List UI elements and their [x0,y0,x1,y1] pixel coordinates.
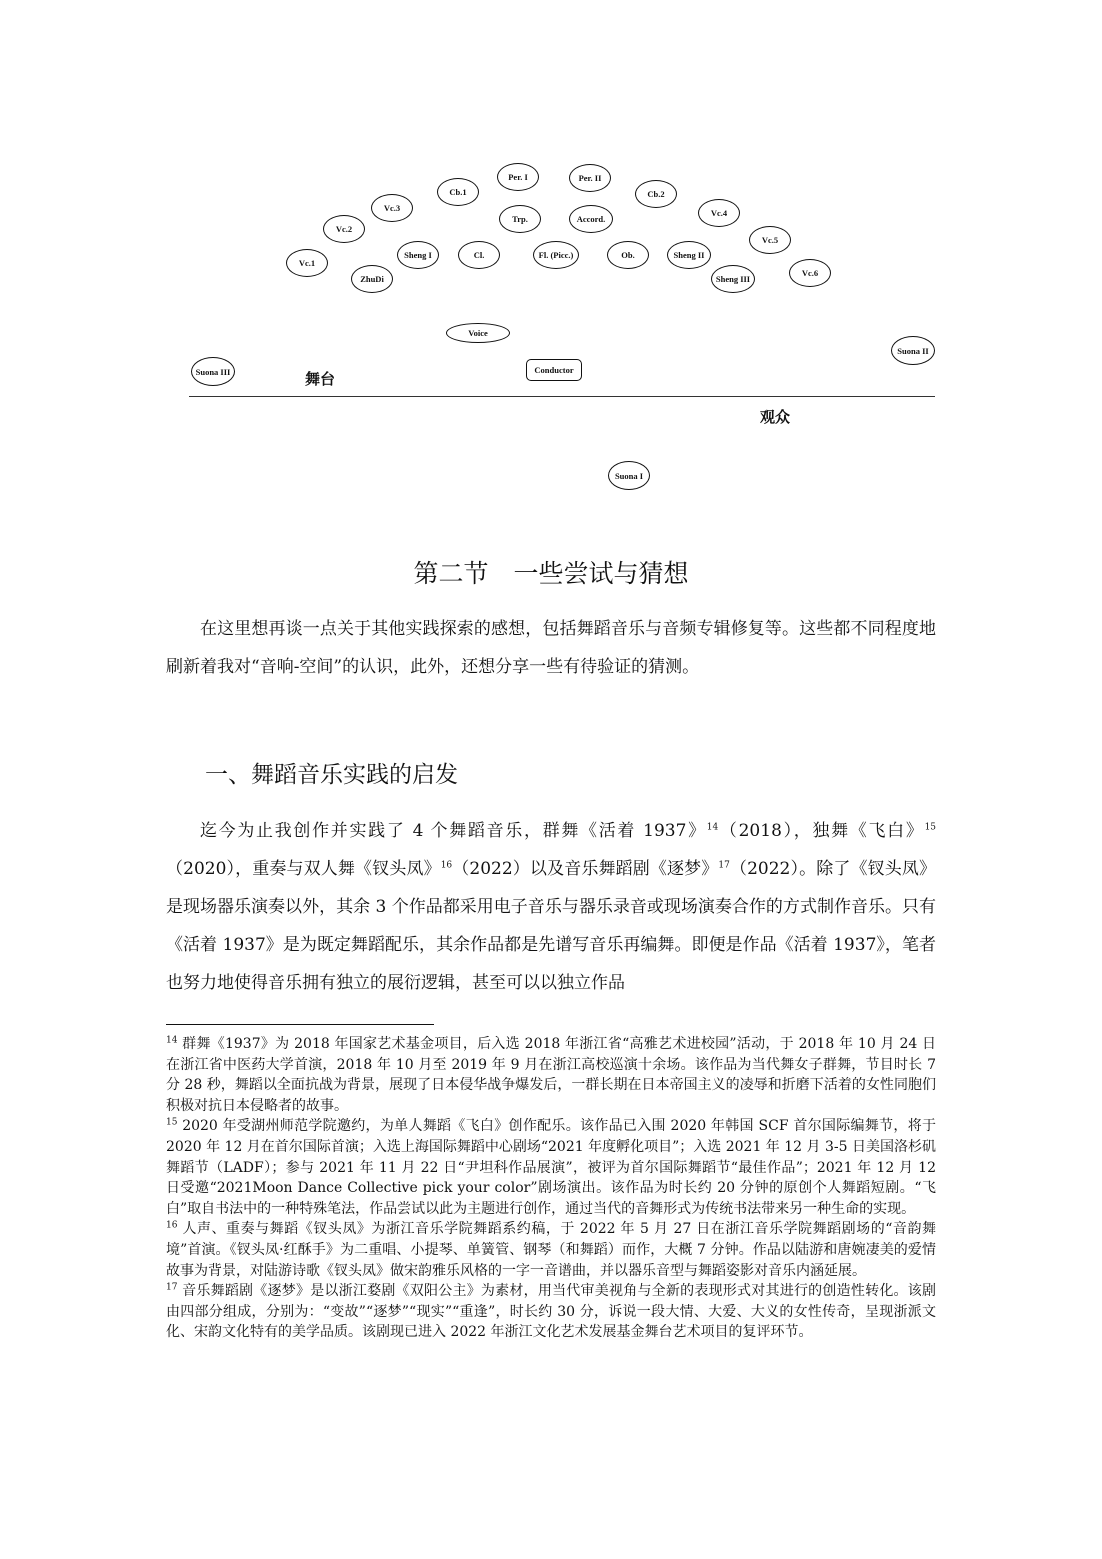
instrument-per1: Per. I [497,163,539,191]
body-text-4: （2022）以及音乐舞蹈剧《逐梦》 [452,859,719,879]
instrument-accord: Accord. [569,205,613,233]
instrument-voice: Voice [446,323,510,343]
footnote-number: 14 [166,1035,178,1046]
footnote-ref-15[interactable]: 15 [924,822,937,833]
orchestra-seating-diagram [0,0,1102,520]
instrument-zhudi: ZhuDi [351,265,393,293]
footnote-17 [166,1281,936,1343]
conductor-podium: Conductor [526,359,582,381]
footnote-text: 人声、重奏与舞蹈《钗头凤》为浙江音乐学院舞蹈系约稿，于 2022 年 5 月 27 日在浙江音乐学院舞蹈剧场的“音韵舞境”首演。《钗头凤·红酥手》为二重唱、小提琴、单簧管、钢琴（和舞蹈）而作，大概 7 分钟。作品以陆游和唐婉凄美的爱情故事为背景，对陆游诗歌《钗头凤》做宋韵雅乐风格的一字一音谱曲，并以器乐音型与舞蹈姿影对音乐内涵延展。 [166,1221,936,1279]
instrument-sheng2: Sheng II [667,241,711,269]
footnotes [166,1034,936,1343]
audience-label: 观众 [760,408,791,426]
instrument-sheng1: Sheng I [397,241,439,269]
instrument-vc3: Vc.3 [371,194,413,222]
instrument-vc1: Vc.1 [286,249,328,277]
footnote-number: 16 [166,1220,178,1231]
footnote-text: 群舞《1937》为 2018 年国家艺术基金项目，后入选 2018 年浙江省“高雅艺术进校园”活动，于 2018 年 10 月 24 日在浙江省中医药大学首演，2018 年 10 月至 2019 年 9 月在浙江高校巡演十余场。该作品为当代舞女子群舞，节目时长 7 分 28 秒，舞蹈以全面抗战为背景，展现了日本侵华战争爆发后，一群长期在日本帝国主义的凌辱和折磨下活着的女性同胞们积极对抗日本侵略者的故事。 [166,1036,936,1114]
footnote-separator [166,1024,434,1025]
stage-label: 舞台 [305,370,336,388]
instrument-cb1: Cb.1 [437,178,479,206]
section-title: 第二节 一些尝试与猜想 [413,559,689,588]
footnote-text: 2020 年受湖州师范学院邀约，为单人舞蹈《飞白》创作配乐。该作品已入围 2020 年韩国 SCF 首尔国际编舞节，将于 2020 年 12 月在首尔国际首演；入选上海国际舞蹈中心剧场“2021 年度孵化项目”；入选 2021 年 12 月 3-5 日美国洛杉矶舞蹈节（LADF）；参与 2021 年 11 月 22 日“尹坦科作品展演”，被评为首尔国际舞蹈节“最佳作品”；2021 年 12 月 12 日受邀“2021Moon Dance Collective pick your color”剧场演出。该作品为时长约 20 分钟的原创个人舞蹈短剧。“飞白”取自书法中的一种特殊笔法，作品尝试以此为主题进行创作，通过当代的音舞形式为传统书法带来另一种生命的实现。 [166,1118,936,1217]
footnote-ref-14[interactable]: 14 [706,822,719,833]
instrument-cl: Cl. [458,241,500,269]
footnote-15 [166,1116,936,1219]
footnote-ref-16[interactable]: 16 [440,860,453,871]
stage-edge-line [189,396,935,397]
instrument-vc6: Vc.6 [789,259,831,287]
footnote-text: 音乐舞蹈剧《逐梦》是以浙江婺剧《双阳公主》为素材，用当代审美视角与全新的表现形式对其进行的创造性转化。该剧由四部分组成，分别为：“变故”“逐梦”“现实”“重逢”，时长约 30 分，诉说一段大情、大爱、大义的女性传奇，呈现浙派文化、宋韵文化特有的美学品质。该剧现已进入 2022 年浙江文化艺术发展基金舞台艺术项目的复评环节。 [166,1283,937,1341]
instrument-suona1: Suona I [608,461,650,490]
footnote-number: 17 [166,1282,178,1293]
instrument-vc2: Vc.2 [323,215,365,243]
body-text-2: （2018），独舞《飞白》 [718,821,925,841]
footnote-ref-17[interactable]: 17 [718,860,730,871]
instrument-suona2: Suona II [891,336,935,365]
instrument-suona3: Suona III [191,357,235,386]
body-paragraph [166,812,936,1002]
body-text-1: 迄今为止我创作并实践了 4 个舞蹈音乐，群舞《活着 1937》 [200,821,707,841]
instrument-cb2: Cb.2 [635,180,677,208]
instrument-sheng3: Sheng III [711,265,755,293]
intro-paragraph: 在这里想再谈一点关于其他实践探索的感想，包括舞蹈音乐与音频专辑修复等。这些都不同程度地刷新着我对“音响-空间”的认识，此外，还想分享一些有待验证的猜测。 [166,619,936,677]
instrument-vc4: Vc.4 [698,199,740,227]
instrument-ob: Ob. [607,241,649,269]
footnote-number: 15 [166,1117,178,1128]
instrument-trp: Trp. [499,205,541,233]
footnote-14 [166,1034,936,1116]
subheading: 一、舞蹈音乐实践的启发 [205,762,458,788]
instrument-per2: Per. II [569,164,611,192]
body-text-3: （2020），重奏与双人舞《钗头凤》 [166,859,441,879]
footnote-16 [166,1219,936,1281]
instrument-vc5: Vc.5 [749,226,791,254]
body-text-5: （2022）。除了《钗头凤》是现场器乐演奏以外，其余 3 个作品都采用电子音乐与器乐录音或现场演奏合作的方式制作音乐。只有《活着 1937》是为既定舞蹈配乐，其余作品都是先谱写音乐再编舞。即便是作品《活着 1937》，笔者也努力地使得音乐拥有独立的展衍逻辑，甚至可以以独立作品 [166,859,936,993]
instrument-fl-picc: Fl. (Picc.) [533,241,579,269]
